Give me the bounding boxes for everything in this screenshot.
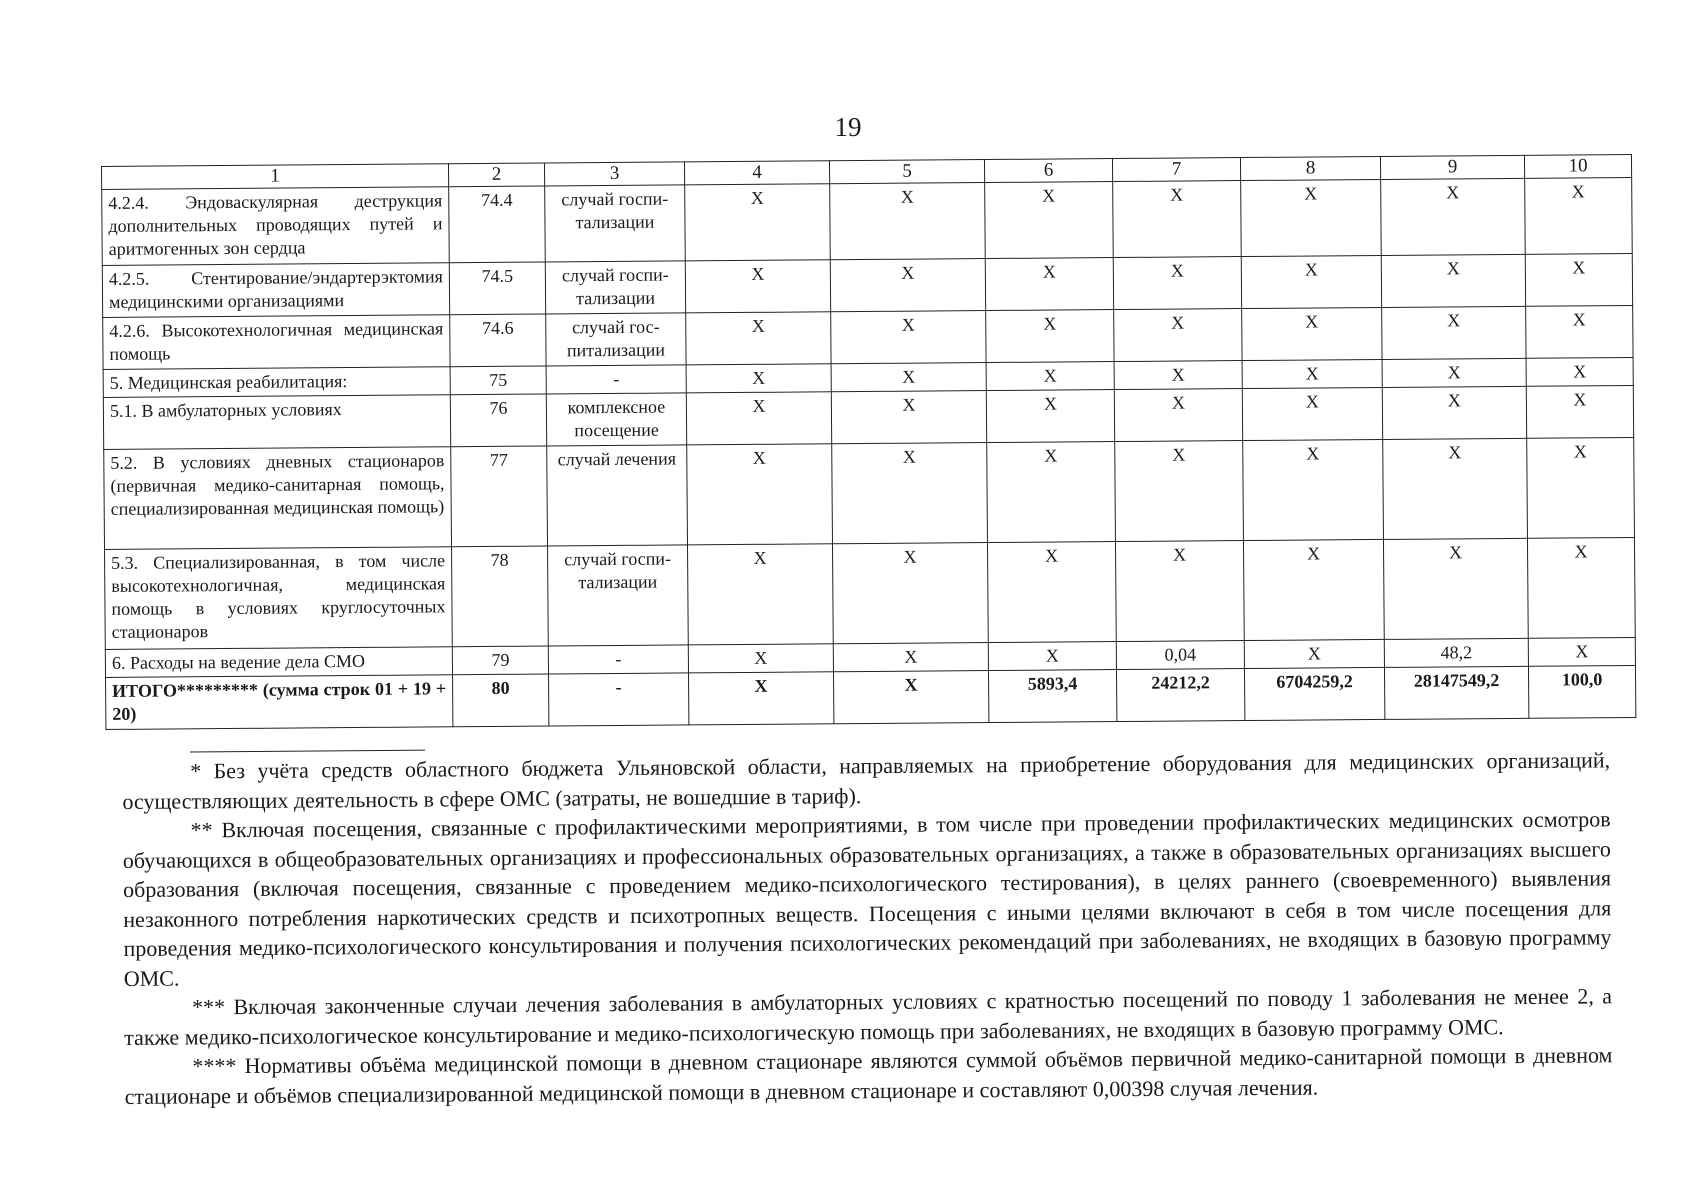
cell-col4: X: [687, 444, 833, 545]
table-row: [102, 177, 1633, 265]
column-header: 4: [684, 161, 829, 185]
cell-col10: X: [1525, 253, 1632, 306]
row-unit: случай лечения: [547, 445, 688, 546]
cell-col4: X: [688, 644, 833, 673]
row-code: 75: [450, 366, 546, 395]
cell-col7: X: [1114, 361, 1242, 390]
cell-col8: X: [1242, 387, 1382, 440]
column-header: 2: [448, 163, 544, 187]
total-col4: X: [688, 672, 833, 725]
cell-col4: X: [686, 392, 831, 445]
total-col6: 5893,4: [988, 670, 1116, 723]
cell-col4: X: [687, 544, 833, 645]
cell-col5: X: [830, 183, 986, 260]
row-code: 77: [451, 446, 548, 547]
cell-col6: X: [987, 442, 1116, 543]
cell-col6: X: [985, 182, 1114, 259]
total-col7: 24212,2: [1116, 669, 1244, 722]
row-unit: комплексное посещение: [546, 393, 686, 446]
row-unit: случай гос-питализации: [546, 313, 686, 366]
cell-col7: X: [1115, 441, 1244, 542]
cell-col6: X: [985, 258, 1113, 311]
footnote-3: *** Включая законченные случаи лечения заболевания в амбулаторных условиях с кратностью посещений по поводу 1 заболевания не менее 2, а также медико-психологическое консультирование и медико-психологическую помощь при заболеваниях, не входящих в базовую программу ОМС.: [124, 983, 1613, 1050]
row-code: 74.4: [449, 186, 546, 263]
column-header: 10: [1524, 154, 1631, 178]
page-number: 19: [834, 112, 862, 142]
cell-col6: X: [987, 542, 1116, 643]
cell-col7: X: [1115, 541, 1244, 642]
row-unit: случай госпи-тализации: [545, 261, 685, 314]
cell-col5: X: [831, 311, 986, 364]
column-header: 3: [544, 162, 684, 186]
cell-col5: X: [833, 643, 988, 672]
row-unit: -: [546, 365, 686, 394]
cell-col8: X: [1241, 179, 1382, 256]
footnote-4: **** Нормативы объёма медицинской помощи в дневном стационаре являются суммой объёмов первичной медико-санитарной помощи в дневном стационаре и объёмов специализированной медицинской помощи в дневном стационаре и составляют 0,00398 случая лечения.: [124, 1042, 1613, 1109]
row-unit: случай госпи-тализации: [547, 545, 688, 646]
row-code: 74.6: [450, 314, 546, 367]
column-header: 1: [102, 164, 449, 190]
cell-col9: X: [1382, 306, 1526, 359]
column-header: 5: [829, 160, 984, 184]
cell-col9: X: [1382, 386, 1526, 439]
footnote-separator: [190, 750, 425, 753]
cell-col7: 0,04: [1116, 641, 1244, 670]
cell-col4: X: [686, 364, 831, 393]
row-name: 5. Медицинская реабилитация:: [103, 367, 450, 398]
cell-col6: X: [986, 362, 1114, 391]
cell-col4: X: [686, 312, 831, 365]
total-col8: 6704259,2: [1244, 667, 1384, 720]
cell-col7: X: [1113, 257, 1241, 310]
footnote-1: * Без учёта средств областного бюджета Ульяновской области, направляемых на приобретение оборудования для медицинских организаций, осуществляющих деятельность в сфере ОМС (затраты, не вошедшие в тариф).: [122, 747, 1611, 814]
cell-col4: X: [685, 260, 830, 313]
cell-col10: X: [1526, 357, 1633, 386]
cell-col7: X: [1114, 309, 1242, 362]
cell-col5: X: [832, 543, 988, 644]
cell-col8: X: [1241, 255, 1381, 308]
row-name: 6. Расходы на ведение дела СМО: [105, 647, 452, 678]
cell-col9: X: [1381, 254, 1525, 307]
cell-col9: X: [1383, 538, 1528, 639]
cell-col10: X: [1527, 438, 1635, 539]
footnote-2: ** Включая посещения, связанные с профилактическими мероприятиями, в том числе при проведении профилактических медицинских осмотров обучающихся в общеобразовательных организациях и профессиональных образовательных организациях, а также в образовательных организациях высшего образования (включая посещения, связанные с проведением медико-психологического тестирования), в целях раннего (своевременного) выявления незаконного потребления наркотических средств и психотропных веществ. Посещения с иными целями включают в себя в том числе посещения для проведения медико-психологического консультирования и получения психологических рекомендаций при заболеваниях, не входящих в базовую программу ОМС.: [122, 806, 1612, 991]
row-name: 5.2. В условиях дневных стационаров (первичная медико-санитарная помощь, специализированная медицинская помощь): [104, 447, 452, 550]
table-row: [105, 537, 1636, 649]
row-unit: случай госпи-тализации: [545, 185, 686, 262]
total-name: ИТОГО********* (сумма строк 01 + 19 + 20): [106, 675, 453, 730]
cell-col8: X: [1243, 539, 1384, 640]
row-code: 78: [452, 546, 549, 647]
row-name: 4.2.5. Стентирование/эндартерэктомия медицинскими организациями: [102, 263, 449, 318]
row-code: 74.5: [449, 262, 545, 315]
cell-col10: X: [1525, 177, 1633, 254]
cell-col8: X: [1243, 439, 1384, 540]
cell-col9: 48,2: [1384, 638, 1528, 667]
row-code: 79: [452, 646, 548, 675]
row-code: 76: [450, 394, 546, 447]
cell-col4: X: [685, 184, 831, 261]
cell-col9: X: [1383, 438, 1528, 539]
cell-col5: X: [832, 443, 988, 544]
column-header: 7: [1112, 158, 1240, 182]
row-unit: -: [548, 645, 688, 674]
cell-col10: X: [1526, 386, 1633, 439]
row-name: 5.3. Специализированная, в том числе высокотехнологичная, медицинская помощь в условиях круглосуточных стационаров: [105, 547, 453, 650]
cell-col8: X: [1242, 307, 1382, 360]
data-table: [101, 154, 1636, 730]
cell-col10: X: [1526, 305, 1633, 358]
cell-col10: X: [1528, 637, 1635, 666]
cell-col6: X: [986, 310, 1114, 363]
table-container: [101, 154, 1635, 730]
cell-col6: X: [988, 642, 1116, 671]
row-name: 5.1. В амбулаторных условиях: [103, 395, 450, 450]
cell-col8: X: [1244, 639, 1384, 668]
cell-col7: X: [1114, 389, 1242, 442]
total-col5: X: [833, 671, 988, 724]
total-col9: 28147549,2: [1384, 666, 1528, 719]
footnotes: [122, 740, 1613, 1111]
cell-col5: X: [830, 259, 985, 312]
cell-col6: X: [986, 390, 1114, 443]
column-header: 8: [1240, 156, 1380, 180]
total-unit: -: [549, 673, 689, 726]
column-header: 9: [1380, 155, 1524, 179]
total-code: 80: [453, 674, 549, 727]
row-name: 4.2.6. Высокотехнологичная медицинская помощь: [103, 315, 450, 370]
cell-col9: X: [1381, 178, 1526, 255]
table-row: [104, 438, 1635, 550]
cell-col8: X: [1242, 359, 1382, 388]
cell-col5: X: [831, 363, 986, 392]
cell-col9: X: [1382, 358, 1526, 387]
total-row: [106, 666, 1636, 730]
total-col10: 100,0: [1528, 666, 1635, 719]
row-name: 4.2.4. Эндоваскулярная деструкция дополнительных проводящих путей и аритмогенных зон сердца: [102, 187, 450, 266]
column-header: 6: [984, 159, 1112, 183]
cell-col10: X: [1527, 537, 1635, 638]
cell-col5: X: [831, 391, 986, 444]
cell-col7: X: [1113, 181, 1242, 258]
